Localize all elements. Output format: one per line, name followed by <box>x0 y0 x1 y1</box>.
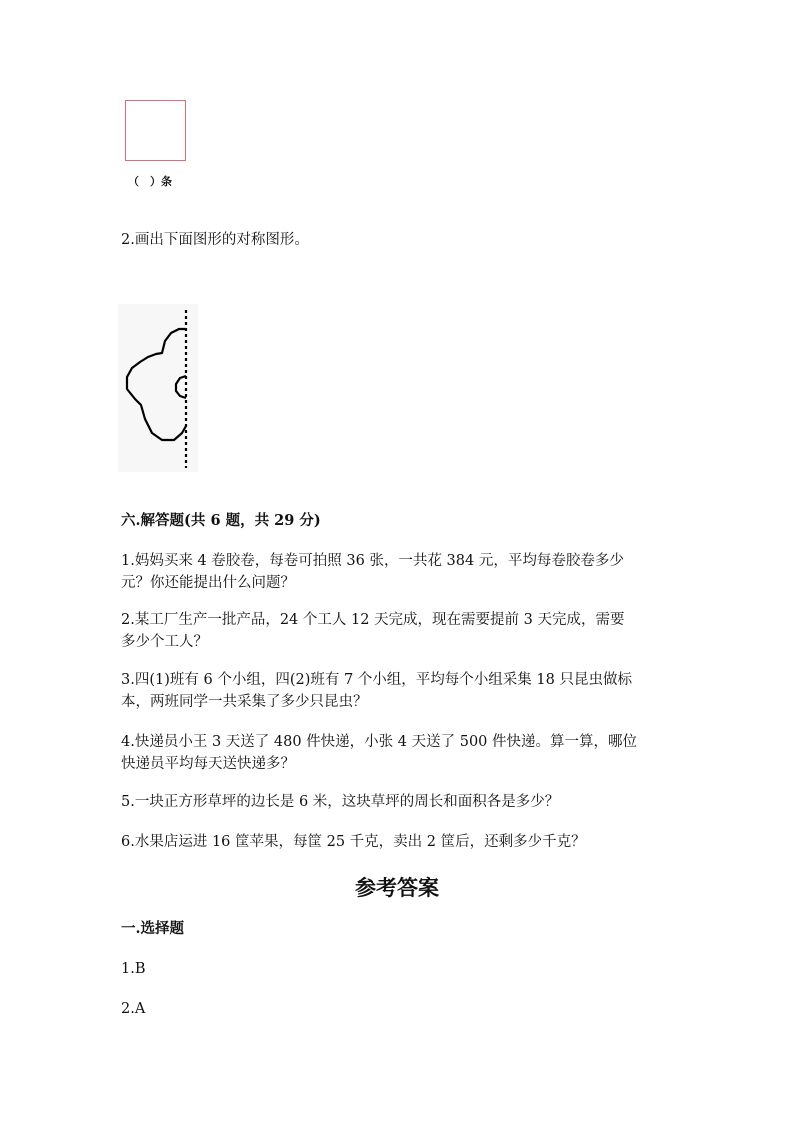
half-flower-figure <box>118 304 198 472</box>
problem-3-line-2: 本，两班同学一共采集了多少只昆虫？ <box>121 694 368 710</box>
answer-item: 2.A <box>121 1001 146 1017</box>
figure-caption: （ ）条 <box>128 175 172 188</box>
problem-6-line-1: 6.水果店运进 16 筐苹果，每筐 25 千克，卖出 2 筐后，还剩多少千克？ <box>121 834 586 850</box>
problem-2-line-1: 2.某工厂生产一批产品，24 个工人 12 天完成，现在需要提前 3 天完成，需要 <box>121 612 625 628</box>
section-6-title: 六.解答题(共 6 题，共 29 分) <box>121 512 321 529</box>
problem-4-line-1: 4.快递员小王 3 天送了 480 件快递，小张 4 天送了 500 件快递。算一算，哪位 <box>121 734 638 750</box>
answer-section-1-title: 一.选择题 <box>121 920 185 937</box>
answer-key-title: 参考答案 <box>355 875 439 900</box>
answer-item: 1.B <box>121 961 146 977</box>
question-2-text: 2.画出下面图形的对称图形。 <box>121 232 309 248</box>
problem-5-line-1: 5.一块正方形草坪的边长是 6 米，这块草坪的周长和面积各是多少？ <box>121 794 560 810</box>
problem-2-line-2: 多少个工人？ <box>121 634 208 650</box>
problem-1-line-2: 元？你还能提出什么问题？ <box>121 575 295 591</box>
square-figure <box>125 100 186 161</box>
problem-3-line-1: 3.四(1)班有 6 个小组，四(2)班有 7 个小组，平均每个小组采集 18 只昆虫做标 <box>121 672 632 688</box>
problem-4-line-2: 快递员平均每天送快递多？ <box>121 756 295 772</box>
problem-1-line-1: 1.妈妈买来 4 卷胶卷，每卷可拍照 36 张，一共花 384 元，平均每卷胶卷多少 <box>121 553 624 569</box>
